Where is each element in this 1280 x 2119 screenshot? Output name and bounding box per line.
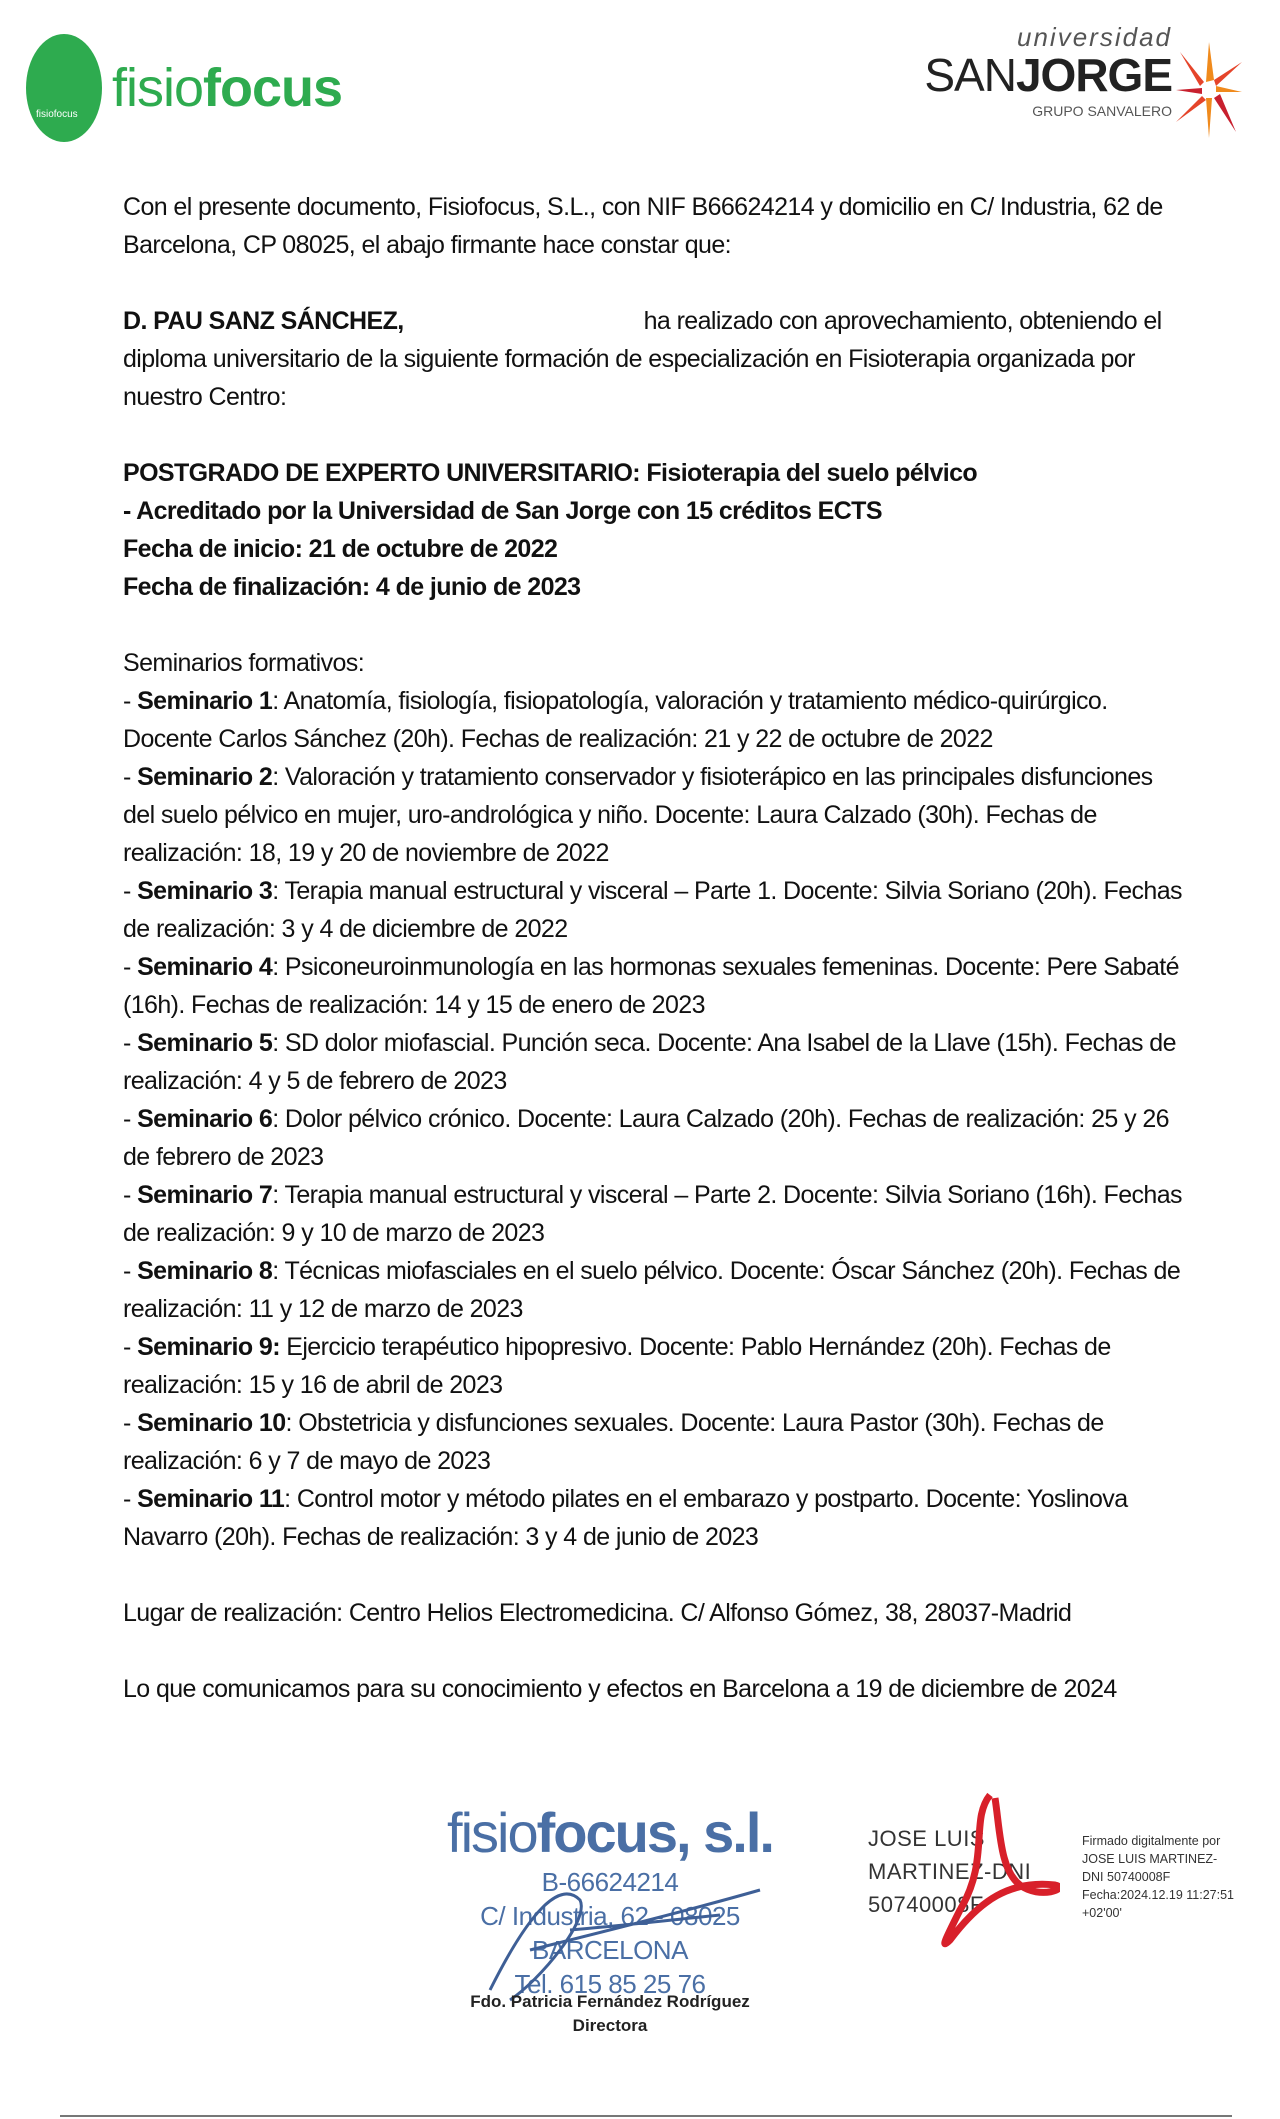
usj-line2: [924, 49, 1172, 101]
course-accreditation: - Acreditado por la Universidad de San Jorge con 15 créditos ECTS: [123, 497, 882, 525]
seminar-description: : Obstetricia y disfunciones sexuales. Docente: Laura Pastor (30h). Fechas de realización: 6 y 7 de mayo de 2023: [123, 1409, 1104, 1475]
signer-block: [410, 1990, 810, 2038]
dsig-meta-line: Fecha:2024.12.19 11:27:51: [1082, 1888, 1234, 1902]
seminar-item: - Seminario 7: Terapia manual estructural y visceral – Parte 2. Docente: Silvia Soriano (16h). Fechas de realización: 9 y 10 de marzo de 2023: [123, 1181, 1182, 1247]
seminar-item: - Seminario 2: Valoración y tratamiento conservador y fisioterápico en las principales disfunciones del suelo pélvico en mujer, uro-andrológica y niño. Docente: Laura Calzado (30h). Fechas de realización: 18, 19 y 20 de noviembre de 2022: [123, 763, 1153, 867]
intro-paragraph: Con el presente documento, Fisiofocus, S.L., con NIF B66624214 y domicilio en C/ Industria, 62 de Barcelona, CP 08025, el abajo firmante hace constar que:: [123, 193, 1163, 259]
seminar-description: : Dolor pélvico crónico. Docente: Laura Calzado (20h). Fechas de realización: 25 y 26 de febrero de 2023: [123, 1105, 1169, 1171]
seminar-item: - Seminario 1: Anatomía, fisiología, fisiopatología, valoración y tratamiento médico-quirúrgico. Docente Carlos Sánchez (20h). Fechas de realización: 21 y 22 de octubre de 2022: [123, 687, 1108, 753]
seminar-description: : Técnicas miofasciales en el suelo pélvico. Docente: Óscar Sánchez (20h). Fechas de realización: 11 y 12 de marzo de 2023: [123, 1257, 1181, 1323]
seminar-item: - Seminario 4: Psiconeuroinmunología en las hormonas sexuales femeninas. Docente: Pere Sabaté (16h). Fechas de realización: 14 y 15 de enero de 2023: [123, 953, 1179, 1019]
student-name: D. PAU SANZ SÁNCHEZ,: [123, 307, 404, 335]
seminar-description: Ejercicio terapéutico hipopresivo. Docente: Pablo Hernández (20h). Fechas de realización: 15 y 16 de abril de 2023: [123, 1333, 1111, 1399]
digital-signature-meta: [1082, 1832, 1234, 1922]
stamp-brand-light: fisio: [447, 1801, 537, 1864]
seminar-item: - Seminario 10: Obstetricia y disfunciones sexuales. Docente: Laura Pastor (30h). Fechas de realización: 6 y 7 de mayo de 2023: [123, 1409, 1104, 1475]
signer-role: Directora: [572, 2016, 648, 2035]
seminar-label: Seminario 11: [137, 1485, 285, 1513]
dsig-meta-line: JOSE LUIS MARTINEZ-: [1082, 1852, 1218, 1866]
seminar-label: Seminario 3: [137, 877, 273, 905]
universidad-san-jorge-logo: [924, 22, 1172, 119]
emblem-text: fisiofocus: [36, 109, 78, 120]
signer-name: Fdo. Patricia Fernández Rodríguez: [470, 1992, 750, 2011]
stamp-brand-bold: focus, s.l.: [536, 1801, 773, 1864]
dsig-name-line: 50740008F: [868, 1892, 984, 1917]
student-paragraph: [123, 302, 1183, 416]
dsig-meta-line: Firmado digitalmente por: [1082, 1834, 1221, 1848]
seminar-item: - Seminario 11: Control motor y método pilates en el embarazo y postparto. Docente: Yoslinova Navarro (20h). Fechas de realización: 3 y 4 de junio de 2023: [123, 1485, 1128, 1551]
course-end-date: Fecha de finalización: 4 de junio de 2023: [123, 573, 581, 601]
seminar-item: - Seminario 8: Técnicas miofasciales en el suelo pélvico. Docente: Óscar Sánchez (20h). Fechas de realización: 11 y 12 de marzo de 2023: [123, 1257, 1181, 1323]
seminar-label: Seminario 2: [137, 763, 273, 791]
document-body: [123, 188, 1183, 1746]
seminar-description: : Terapia manual estructural y visceral – Parte 1. Docente: Silvia Soriano (20h). Fechas de realización: 3 y 4 de diciembre de 2022: [123, 877, 1182, 943]
dsig-name-line: JOSE LUIS: [868, 1826, 985, 1851]
usj-jorge: JORGE: [1015, 49, 1172, 101]
course-start-date: Fecha de inicio: 21 de octubre de 2022: [123, 535, 558, 563]
stamp-brand: [410, 1800, 810, 1865]
seminar-label: Seminario 6: [137, 1105, 273, 1133]
seminar-item: - Seminario 3: Terapia manual estructural y visceral – Parte 1. Docente: Silvia Soriano (20h). Fechas de realización: 3 y 4 de diciembre de 2022: [123, 877, 1182, 943]
seminar-item: - Seminario 9: Ejercicio terapéutico hipopresivo. Docente: Pablo Hernández (20h). Fechas de realización: 15 y 16 de abril de 2023: [123, 1333, 1111, 1399]
seminar-description: : Anatomía, fisiología, fisiopatología, valoración y tratamiento médico-quirúrgico. Docente Carlos Sánchez (20h). Fechas de realización: 21 y 22 de octubre de 2022: [123, 687, 1108, 753]
adobe-signature-icon: [930, 1790, 1060, 1950]
wordmark-light: fisio: [112, 58, 204, 118]
dsig-meta-line: +02'00': [1082, 1906, 1122, 1920]
seminar-label: Seminario 5: [137, 1029, 273, 1057]
dsig-name-line: MARTINEZ-DNI: [868, 1859, 1032, 1884]
fisiofocus-logo: [26, 34, 342, 142]
seminar-item: - Seminario 5: SD dolor miofascial. Punción seca. Docente: Ana Isabel de la Llave (15h). Fechas de realización: 4 y 5 de febrero de 2023: [123, 1029, 1176, 1095]
stamp-address: C/ Industria, 62 - 08025 BARCELONA: [480, 1901, 740, 1965]
location-paragraph: Lugar de realización: Centro Helios Electromedicina. C/ Alfonso Gómez, 38, 28037-Madrid: [123, 1599, 1072, 1627]
seminar-description: : Valoración y tratamiento conservador y fisioterápico en las principales disfunciones del suelo pélvico en mujer, uro-andrológica y niño. Docente: Laura Calzado (30h). Fechas de realización: 18, 19 y 20 de noviembre de 2022: [123, 763, 1153, 867]
wordmark-bold: focus: [203, 58, 343, 118]
seminar-label: Seminario 10: [137, 1409, 286, 1437]
student-statement: ha realizado con aprovechamiento, obteniendo el diploma universitario de la siguiente formación de especialización en Fisioterapia organizada por nuestro Centro:: [123, 307, 1162, 411]
seminars-section: [123, 644, 1183, 1556]
seminar-label: Seminario 1: [137, 687, 273, 715]
seminar-label: Seminario 7: [137, 1181, 273, 1209]
seminar-description: : Psiconeuroinmunología en las hormonas sexuales femeninas. Docente: Pere Sabaté (16h). Fechas de realización: 14 y 15 de enero de 2023: [123, 953, 1179, 1019]
usj-line3: GRUPO SANVALERO: [1032, 103, 1172, 119]
company-stamp: [410, 1800, 810, 2001]
usj-line1: universidad: [1017, 22, 1172, 52]
star-burst-icon: [1176, 42, 1242, 138]
seminar-description: : Terapia manual estructural y visceral – Parte 2. Docente: Silvia Soriano (16h). Fechas de realización: 9 y 10 de marzo de 2023: [123, 1181, 1182, 1247]
stamp-nif: B-66624214: [541, 1867, 679, 1897]
seminar-label: Seminario 8: [137, 1257, 273, 1285]
seminars-heading: Seminarios formativos:: [123, 649, 365, 677]
seminar-description: : Control motor y método pilates en el embarazo y postparto. Docente: Yoslinova Navarro (20h). Fechas de realización: 3 y 4 de junio de 2023: [123, 1485, 1128, 1551]
seminar-item: - Seminario 6: Dolor pélvico crónico. Docente: Laura Calzado (20h). Fechas de realización: 25 y 26 de febrero de 2023: [123, 1105, 1169, 1171]
closing-paragraph: Lo que comunicamos para su conocimiento y efectos en Barcelona a 19 de diciembre de 2024: [123, 1675, 1117, 1703]
stamp-phone: Tel. 615 85 25 76: [514, 1969, 706, 1999]
fisiofocus-emblem-icon: [26, 34, 102, 142]
seminar-description: : SD dolor miofascial. Punción seca. Docente: Ana Isabel de la Llave (15h). Fechas de realización: 4 y 5 de febrero de 2023: [123, 1029, 1176, 1095]
course-title: POSTGRADO DE EXPERTO UNIVERSITARIO: Fisioterapia del suelo pélvico: [123, 459, 978, 487]
dsig-meta-line: DNI 50740008F: [1082, 1870, 1171, 1884]
seminar-label: Seminario 4: [137, 953, 273, 981]
course-block: [123, 454, 1183, 606]
fisiofocus-wordmark: [112, 57, 342, 119]
handwritten-signature-icon: [470, 1870, 770, 2010]
usj-san: SAN: [924, 49, 1016, 101]
footer-divider: [60, 2115, 1232, 2117]
seminar-label: Seminario 9:: [137, 1333, 280, 1361]
